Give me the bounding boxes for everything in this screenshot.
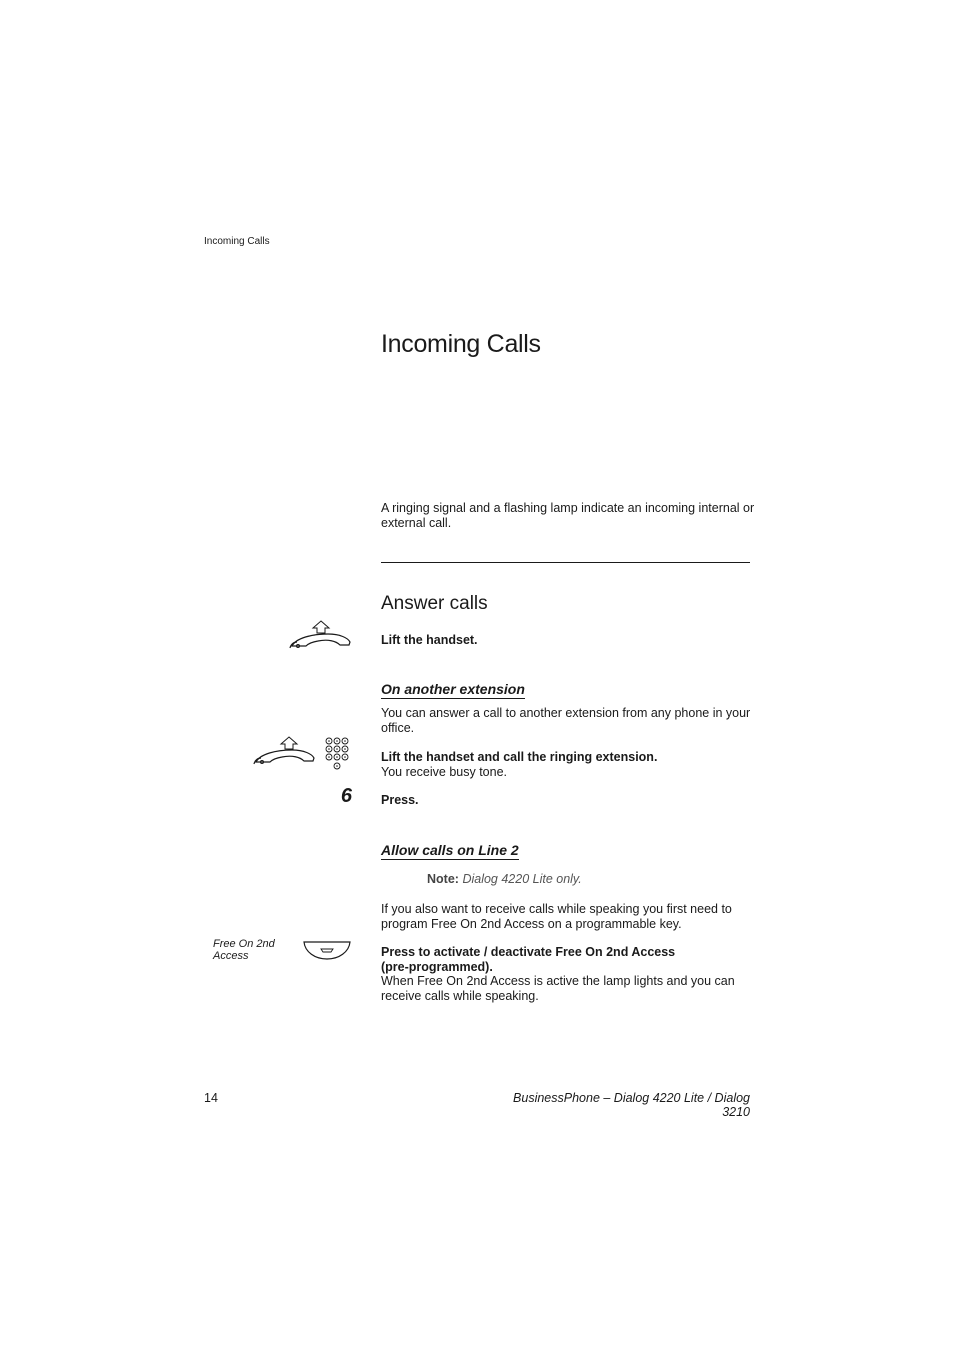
step-press-free-on-2nd-access-instruction: Press to activate / deactivate Free On 2nd Access (pre-programmed). — [381, 945, 676, 974]
subheading-another-extension: On another extension — [381, 681, 525, 697]
step-lift-handset: Lift the handset. — [381, 633, 478, 647]
page-number: 14 — [204, 1091, 218, 1105]
step-press-digit: Press. — [381, 793, 419, 807]
note-text: Dialog 4220 Lite only. — [462, 872, 582, 886]
line2-description: If you also want to receive calls while speaking you first need to program Free On 2nd Access on a programmable key. — [381, 902, 732, 931]
keypad-icon — [325, 737, 351, 773]
step-press-free-on-2nd-access-result: When Free On 2nd Access is active the lamp lights and you can receive calls while speaking. — [381, 974, 735, 1003]
another-extension-description: You can answer a call to another extension from any phone in your office. — [381, 706, 751, 735]
note-label: Note: — [427, 872, 459, 886]
step-press-free-on-2nd-access — [381, 945, 756, 1003]
lift-handset-icon — [252, 736, 316, 766]
step-lift-and-call-instruction: Lift the handset and call the ringing extension. — [381, 750, 658, 764]
running-header: Incoming Calls — [204, 236, 270, 247]
step-lift-and-call — [381, 750, 756, 779]
section-divider — [381, 562, 750, 563]
page-title: Incoming Calls — [381, 330, 541, 358]
digit-key-label: 6 — [340, 785, 352, 807]
lift-handset-icon — [288, 620, 352, 650]
section-heading-answer-calls: Answer calls — [381, 593, 488, 614]
note — [427, 872, 582, 886]
subheading-allow-calls-line-2: Allow calls on Line 2 — [381, 842, 519, 858]
programmable-key-icon — [303, 941, 351, 961]
footer-product-title: BusinessPhone – Dialog 4220 Lite / Dialog 3210 — [513, 1091, 750, 1119]
step-lift-and-call-result: You receive busy tone. — [381, 764, 508, 779]
intro-paragraph: A ringing signal and a flashing lamp indicate an incoming internal or external call. — [381, 501, 755, 530]
key-label-free-on-2nd-access: Free On 2nd Access — [213, 938, 275, 962]
